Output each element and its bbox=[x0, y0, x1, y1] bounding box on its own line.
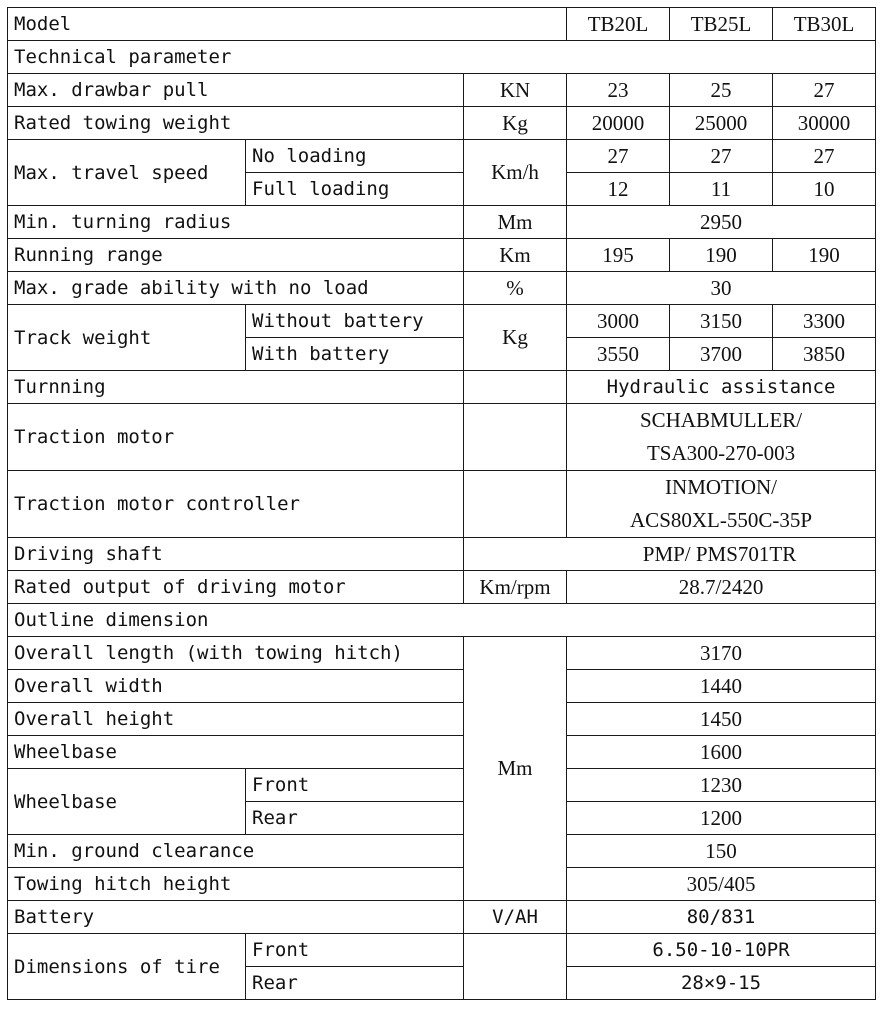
sub-label: Rear bbox=[246, 967, 464, 1000]
table-row bbox=[8, 272, 876, 305]
cell-value: 27 bbox=[773, 140, 876, 173]
cell-value: 305/405 bbox=[567, 868, 876, 901]
spec-table-container bbox=[7, 7, 876, 1000]
table-row bbox=[8, 670, 876, 703]
row-label: Max. travel speed bbox=[8, 140, 246, 206]
spec-table bbox=[7, 7, 876, 1000]
table-row bbox=[8, 371, 876, 404]
row-unit bbox=[464, 934, 567, 1000]
cell-value: 1600 bbox=[567, 736, 876, 769]
row-label: Dimensions of tire bbox=[8, 934, 246, 1000]
row-label: Overall width bbox=[8, 670, 464, 703]
value-line: INMOTION/ bbox=[665, 475, 778, 499]
row-unit: Mm bbox=[464, 637, 567, 901]
row-label: Turnning bbox=[8, 371, 464, 404]
cell-value: 80/831 bbox=[567, 901, 876, 934]
cell-value: 28.7/2420 bbox=[567, 571, 876, 604]
cell-value: 10 bbox=[773, 173, 876, 206]
cell-value: 3000 bbox=[567, 305, 670, 338]
cell-value: 190 bbox=[773, 239, 876, 272]
header-model-label: Model bbox=[8, 8, 567, 41]
cell-value: 28×9-15 bbox=[567, 967, 876, 1000]
table-row bbox=[8, 703, 876, 736]
table-row bbox=[8, 239, 876, 272]
cell-value: 190 bbox=[670, 239, 773, 272]
cell-value: Hydraulic assistance bbox=[567, 371, 876, 404]
table-row bbox=[8, 107, 876, 140]
table-row bbox=[8, 206, 876, 239]
cell-value: 1440 bbox=[567, 670, 876, 703]
cell-value: 195 bbox=[567, 239, 670, 272]
table-row bbox=[8, 934, 876, 967]
row-label: Max. drawbar pull bbox=[8, 74, 464, 107]
table-row bbox=[8, 305, 876, 338]
cell-value bbox=[567, 404, 876, 471]
cell-value: 27 bbox=[773, 74, 876, 107]
cell-value: 6.50-10-10PR bbox=[567, 934, 876, 967]
row-label: Track weight bbox=[8, 305, 246, 371]
table-row bbox=[8, 868, 876, 901]
cell-value bbox=[567, 471, 876, 538]
row-label: Traction motor controller bbox=[8, 471, 464, 538]
row-unit bbox=[464, 471, 567, 538]
row-label: Min. turning radius bbox=[8, 206, 464, 239]
row-label: Wheelbase bbox=[8, 769, 246, 835]
row-label: Driving shaft bbox=[8, 538, 464, 571]
table-row bbox=[8, 140, 876, 173]
cell-value: 3170 bbox=[567, 637, 876, 670]
row-label: Min. ground clearance bbox=[8, 835, 464, 868]
row-label: Battery bbox=[8, 901, 464, 934]
cell-value: PMP/ PMS701TR bbox=[464, 538, 876, 571]
cell-value: 3550 bbox=[567, 338, 670, 371]
table-row bbox=[8, 74, 876, 107]
cell-value: 3150 bbox=[670, 305, 773, 338]
row-unit: Mm bbox=[464, 206, 567, 239]
value-line: ACS80XL-550C-35P bbox=[630, 508, 813, 532]
cell-value: 27 bbox=[670, 140, 773, 173]
section-title: Outline dimension bbox=[8, 604, 876, 637]
row-label: Traction motor bbox=[8, 404, 464, 471]
row-label: Overall height bbox=[8, 703, 464, 736]
cell-value: 20000 bbox=[567, 107, 670, 140]
cell-value: 150 bbox=[567, 835, 876, 868]
cell-value: 30 bbox=[567, 272, 876, 305]
table-row bbox=[8, 637, 876, 670]
row-unit: Km/rpm bbox=[464, 571, 567, 604]
cell-value: 1450 bbox=[567, 703, 876, 736]
cell-value: 3850 bbox=[773, 338, 876, 371]
row-unit: % bbox=[464, 272, 567, 305]
row-unit: Kg bbox=[464, 305, 567, 371]
table-row bbox=[8, 901, 876, 934]
row-unit: V/AH bbox=[464, 901, 567, 934]
cell-value: 30000 bbox=[773, 107, 876, 140]
cell-value: 12 bbox=[567, 173, 670, 206]
cell-value: 1200 bbox=[567, 802, 876, 835]
row-unit bbox=[464, 371, 567, 404]
row-label: Max. grade ability with no load bbox=[8, 272, 464, 305]
row-label: Rated output of driving motor bbox=[8, 571, 464, 604]
value-line: TSA300-270-003 bbox=[646, 441, 796, 465]
row-unit: KN bbox=[464, 74, 567, 107]
header-model-name: TB30L bbox=[773, 8, 876, 41]
row-unit bbox=[464, 404, 567, 471]
header-model-name: TB20L bbox=[567, 8, 670, 41]
section-title: Technical parameter bbox=[8, 41, 876, 74]
row-label: Rated towing weight bbox=[8, 107, 464, 140]
cell-value: 25000 bbox=[670, 107, 773, 140]
sub-label: Full loading bbox=[246, 173, 464, 206]
table-row bbox=[8, 404, 876, 471]
sub-label: Front bbox=[246, 769, 464, 802]
row-unit: Km bbox=[464, 239, 567, 272]
table-row bbox=[8, 571, 876, 604]
sub-label: With battery bbox=[246, 338, 464, 371]
row-unit: Km/h bbox=[464, 140, 567, 206]
sub-label: Without battery bbox=[246, 305, 464, 338]
header-model-name: TB25L bbox=[670, 8, 773, 41]
table-row bbox=[8, 8, 876, 41]
sub-label: Front bbox=[246, 934, 464, 967]
cell-value: 23 bbox=[567, 74, 670, 107]
cell-value: 27 bbox=[567, 140, 670, 173]
cell-value: 25 bbox=[670, 74, 773, 107]
row-label: Wheelbase bbox=[8, 736, 464, 769]
value-line: SCHABMULLER/ bbox=[639, 408, 803, 432]
cell-value: 3300 bbox=[773, 305, 876, 338]
table-row bbox=[8, 471, 876, 538]
row-label: Towing hitch height bbox=[8, 868, 464, 901]
sub-label: No loading bbox=[246, 140, 464, 173]
cell-value: 1230 bbox=[567, 769, 876, 802]
row-label: Running range bbox=[8, 239, 464, 272]
table-row bbox=[8, 769, 876, 802]
sub-label: Rear bbox=[246, 802, 464, 835]
table-row bbox=[8, 538, 876, 571]
cell-value: 2950 bbox=[567, 206, 876, 239]
section-row bbox=[8, 604, 876, 637]
table-row bbox=[8, 835, 876, 868]
cell-value: 3700 bbox=[670, 338, 773, 371]
section-row bbox=[8, 41, 876, 74]
row-unit: Kg bbox=[464, 107, 567, 140]
cell-value: 11 bbox=[670, 173, 773, 206]
table-row bbox=[8, 736, 876, 769]
row-label: Overall length (with towing hitch) bbox=[8, 637, 464, 670]
